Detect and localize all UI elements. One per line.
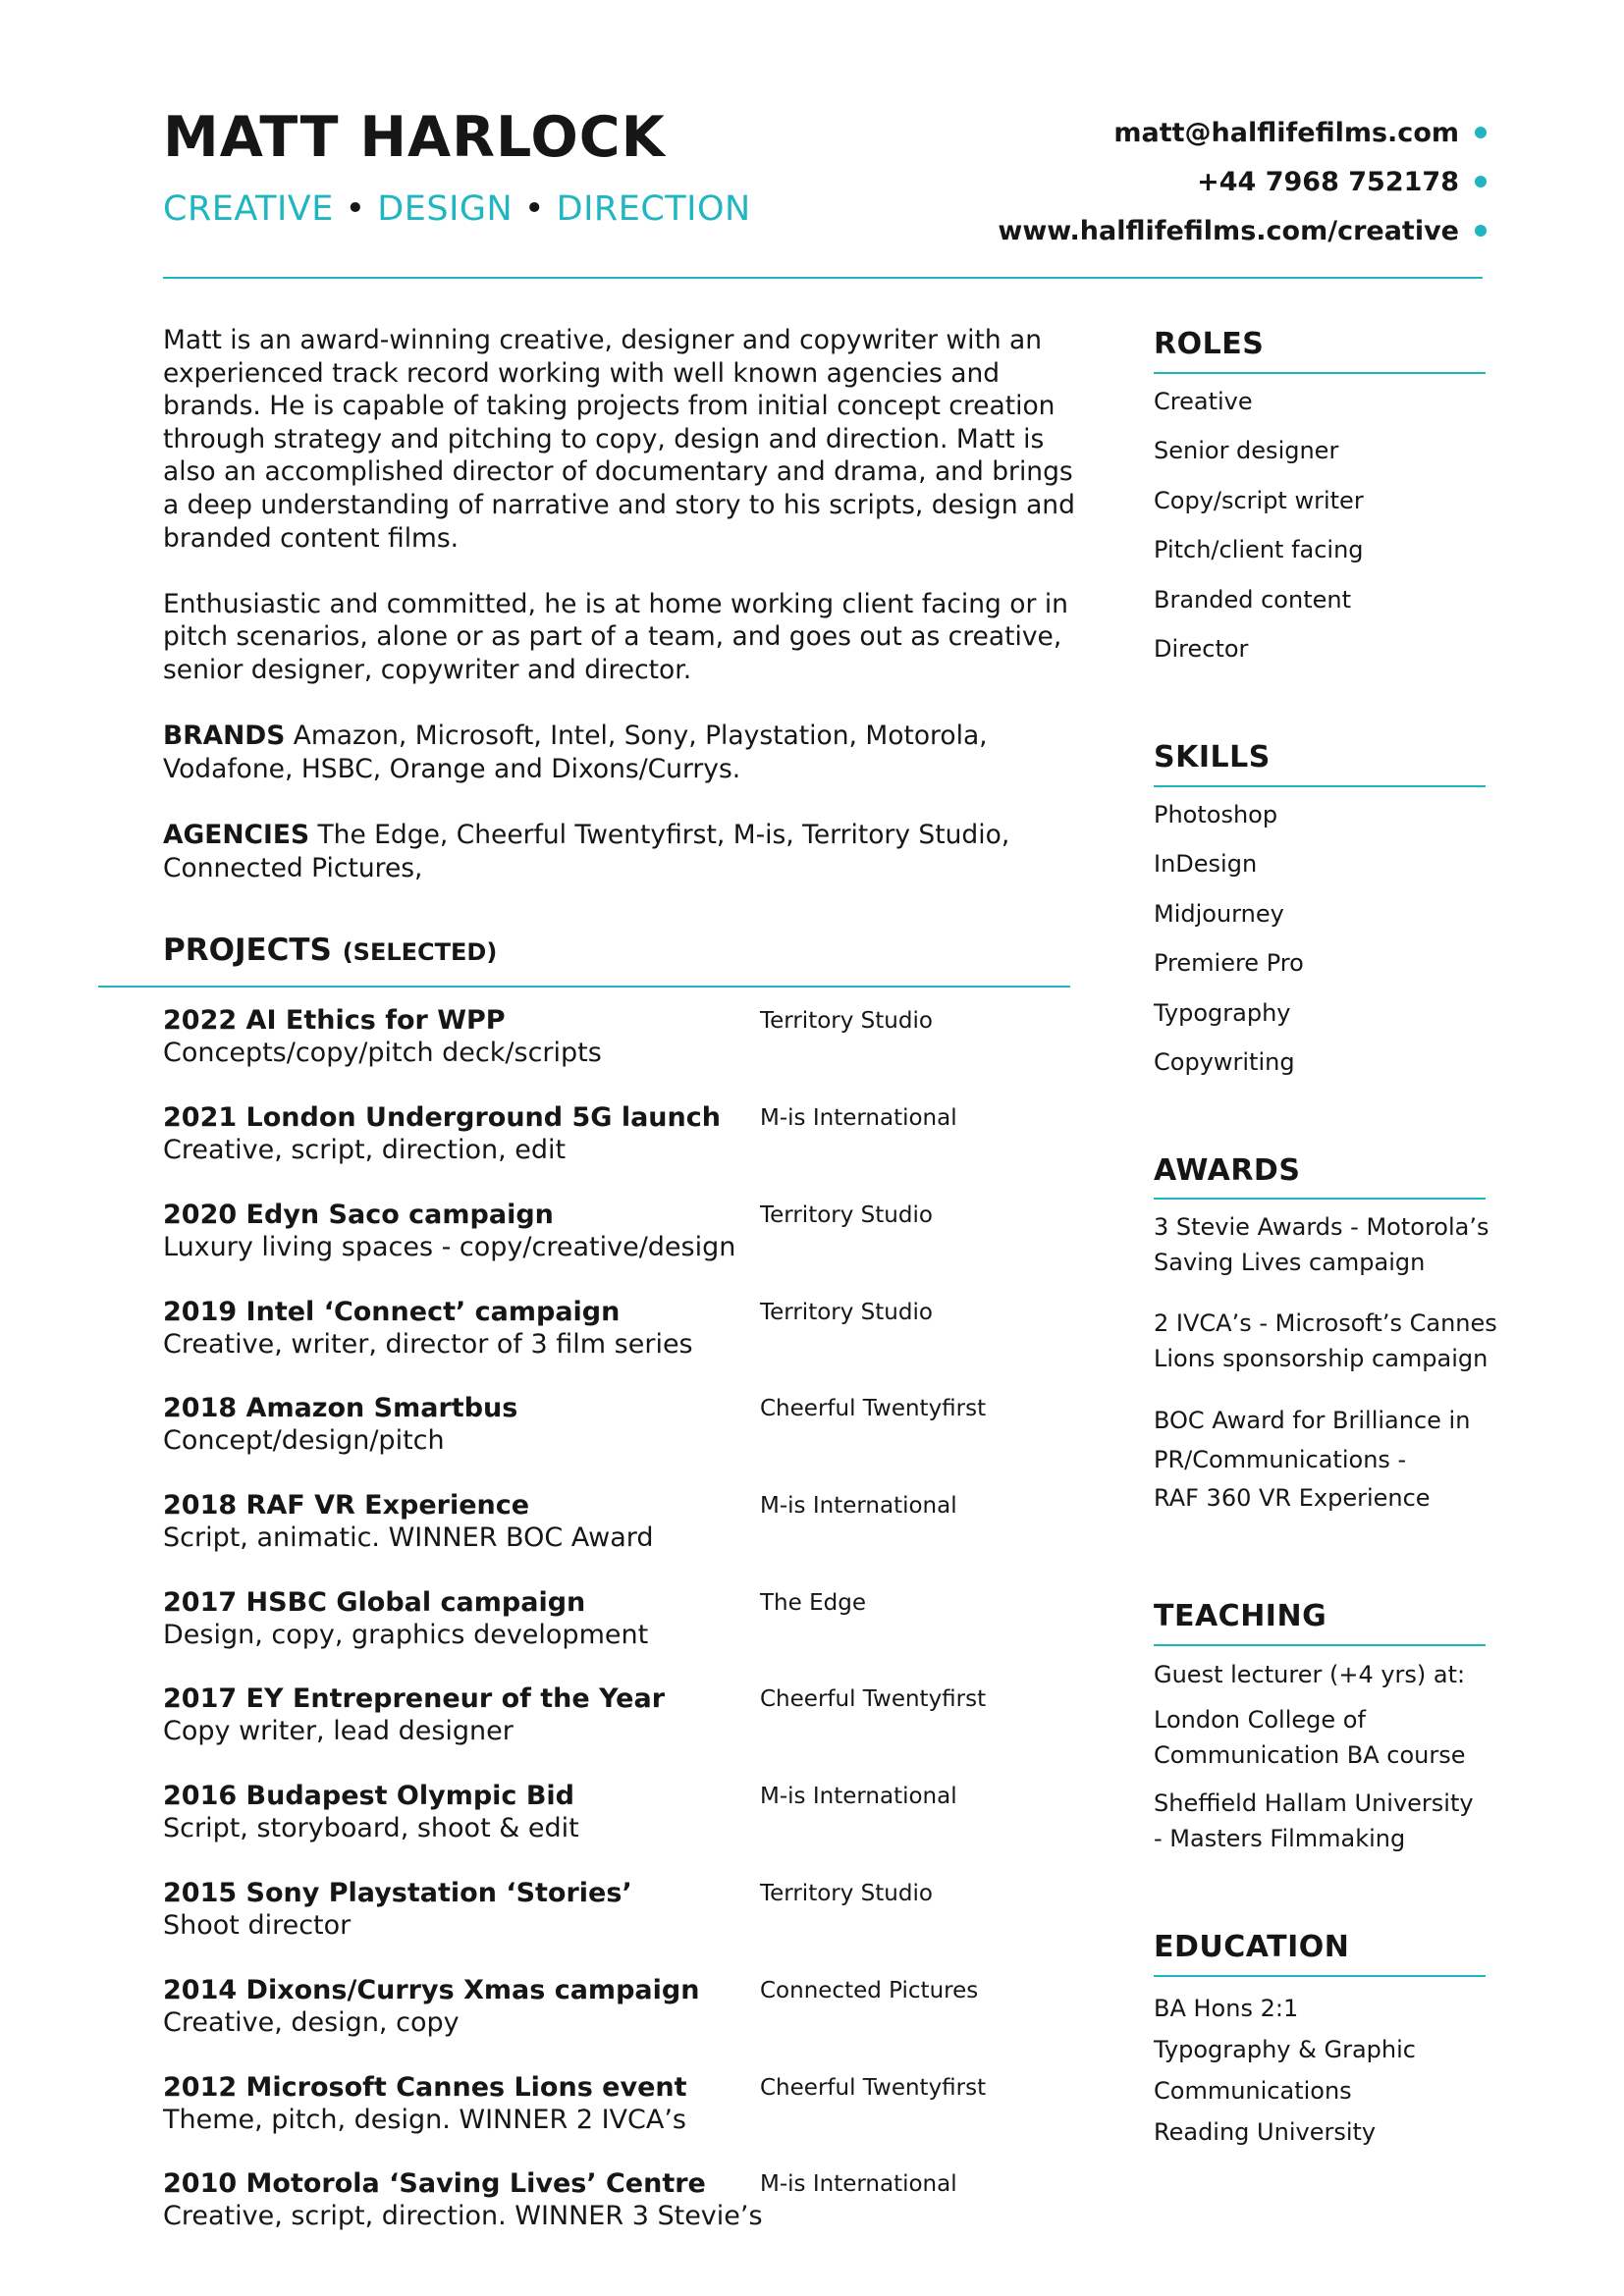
- intro-paragraph: Enthusiastic and committed, he is at home working client facing or in pitch scenarios, alone or as part of a team, and goes out as creative, senior designer, copywriter and director.: [163, 588, 1068, 685]
- project-item: [163, 1101, 1066, 1166]
- teaching-line: Sheffield Hallam University: [1154, 1789, 1474, 1817]
- project-description: Design, copy, graphics development: [163, 1620, 649, 1650]
- tagline-direction: DIRECTION: [556, 189, 751, 229]
- award-line: RAF 360 VR Experience: [1154, 1484, 1431, 1512]
- awards-heading: AWARDS: [1154, 1153, 1301, 1188]
- project-agency: Territory Studio: [760, 1881, 933, 1906]
- contact-email-text[interactable]: matt@halflifefilms.com: [1113, 118, 1459, 148]
- awards-list: [1154, 1209, 1527, 1544]
- role-item: Creative: [1154, 388, 1253, 415]
- project-title: 2016 Budapest Olympic Bid: [163, 1781, 575, 1811]
- award-line: Lions sponsorship campaign: [1154, 1345, 1489, 1372]
- tagline: [163, 189, 751, 229]
- contact-website[interactable]: [998, 212, 1487, 261]
- project-description: Creative, script, direction. WINNER 3 Stevie’s: [163, 2201, 763, 2231]
- project-item: [163, 1296, 1066, 1361]
- tagline-design: DESIGN: [377, 189, 514, 229]
- project-agency: Territory Studio: [760, 1008, 933, 1034]
- teaching-item: [1154, 1657, 1527, 1692]
- award-line: 2 IVCA’s - Microsoft’s Cannes: [1154, 1309, 1497, 1337]
- roles-heading: ROLES: [1154, 327, 1265, 361]
- teaching-item: [1154, 1702, 1527, 1773]
- project-item: [163, 1974, 1066, 2039]
- project-agency: Cheerful Twentyfirst: [760, 1396, 987, 1421]
- role-item: Pitch/client facing: [1154, 536, 1364, 564]
- project-item: [163, 1004, 1066, 1069]
- project-description: Script, animatic. WINNER BOC Award: [163, 1522, 654, 1553]
- tagline-separator: •: [345, 189, 366, 229]
- project-item: [163, 2071, 1066, 2136]
- brands-list: Amazon, Microsoft, Intel, Sony, Playstation, Motorola, Vodafone, HSBC, Orange and Dixons/Currys.: [163, 721, 988, 784]
- roles-divider: [1154, 372, 1486, 374]
- project-title: 2014 Dixons/Currys Xmas campaign: [163, 1975, 700, 2005]
- projects-heading-text: PROJECTS: [163, 933, 332, 968]
- header-divider: [163, 277, 1483, 279]
- projects-subheading: (SELECTED): [342, 938, 498, 966]
- project-title: 2022 AI Ethics for WPP: [163, 1005, 506, 1036]
- award-item: [1154, 1209, 1527, 1280]
- education-divider: [1154, 1975, 1486, 1977]
- project-agency: The Edge: [760, 1590, 866, 1616]
- project-agency: Connected Pictures: [760, 1978, 979, 2003]
- contact-phone[interactable]: [998, 163, 1487, 212]
- skill-item: Premiere Pro: [1154, 949, 1304, 978]
- project-agency: Cheerful Twentyfirst: [760, 1686, 987, 1712]
- project-description: Creative, script, direction, edit: [163, 1135, 567, 1165]
- project-agency: M-is International: [760, 1784, 957, 1809]
- award-line: BOC Award for Brilliance in: [1154, 1407, 1471, 1434]
- project-item: [163, 1682, 1066, 1747]
- project-agency: Cheerful Twentyfirst: [760, 2075, 987, 2101]
- education-line: Reading University: [1154, 2118, 1377, 2146]
- candidate-name: MATT HARLOCK: [163, 105, 666, 170]
- project-description: Creative, writer, director of 3 film series: [163, 1329, 693, 1360]
- project-item: [163, 1586, 1066, 1651]
- project-title: 2017 EY Entrepreneur of the Year: [163, 1683, 666, 1714]
- project-item: [163, 1780, 1066, 1844]
- project-description: Creative, design, copy: [163, 2007, 460, 2038]
- project-description: Concept/design/pitch: [163, 1425, 445, 1456]
- skill-item: Photoshop: [1154, 801, 1278, 828]
- brands-label: BRANDS: [163, 721, 286, 752]
- skill-item: Typography: [1154, 998, 1291, 1027]
- teaching-line: London College of: [1154, 1706, 1366, 1734]
- tagline-separator: •: [523, 189, 546, 229]
- role-item: Copy/script writer: [1154, 486, 1364, 514]
- project-title: 2015 Sony Playstation ‘Stories’: [163, 1878, 632, 1908]
- bullet-dot-icon: [1475, 127, 1487, 138]
- project-agency: M-is International: [760, 2171, 957, 2197]
- skills-list: [1154, 800, 1507, 1096]
- intro-paragraph: Matt is an award-winning creative, designer and copywriter with an experienced track record working with well known agencies and brands. He is capable of taking projects from initial concept creation through strategy and pitching to copy, design and direction. Matt is also an accomplished director of documentary and drama, and brings a deep understanding of narrative and story to his scripts, design and branded content films.: [163, 325, 1075, 554]
- contact-website-text[interactable]: www.halflifefilms.com/creative: [998, 216, 1459, 246]
- project-item: [163, 1199, 1066, 1263]
- project-title: 2020 Edyn Saco campaign: [163, 1200, 554, 1230]
- contact-email[interactable]: [998, 114, 1487, 163]
- teaching-list: [1154, 1657, 1527, 1882]
- tagline-creative: CREATIVE: [163, 189, 334, 229]
- project-title: 2018 Amazon Smartbus: [163, 1393, 518, 1423]
- project-item: [163, 1877, 1066, 1942]
- agencies-list: The Edge, Cheerful Twentyfirst, M-is, Territory Studio, Connected Pictures,: [163, 819, 1010, 883]
- bullet-dot-icon: [1475, 176, 1487, 187]
- skill-item: Midjourney: [1154, 899, 1284, 928]
- project-item: [163, 1489, 1066, 1554]
- project-title: 2017 HSBC Global campaign: [163, 1587, 586, 1618]
- bullet-dot-icon: [1475, 225, 1487, 237]
- project-description: Script, storyboard, shoot & edit: [163, 1813, 579, 1843]
- contact-phone-text[interactable]: +44 7968 752178: [1197, 167, 1459, 197]
- role-item: Branded content: [1154, 585, 1351, 614]
- project-agency: M-is International: [760, 1493, 957, 1519]
- contact-block: [998, 114, 1487, 261]
- teaching-line: Communication BA course: [1154, 1741, 1466, 1769]
- skills-heading: SKILLS: [1154, 740, 1271, 774]
- education-line: Communications: [1154, 2077, 1352, 2105]
- roles-list: [1154, 387, 1507, 683]
- project-description: Copy writer, lead designer: [163, 1716, 514, 1746]
- intro-section: [163, 324, 1076, 918]
- award-line: 3 Stevie Awards - Motorola’s: [1154, 1213, 1489, 1241]
- skill-item: InDesign: [1154, 850, 1258, 879]
- project-title: 2019 Intel ‘Connect’ campaign: [163, 1297, 621, 1327]
- project-item: [163, 2167, 1066, 2232]
- teaching-divider: [1154, 1644, 1486, 1646]
- skill-item: Copywriting: [1154, 1047, 1295, 1076]
- teaching-heading: TEACHING: [1154, 1599, 1327, 1633]
- projects-divider: [98, 986, 1070, 988]
- agencies-paragraph: [163, 819, 1076, 884]
- project-agency: M-is International: [760, 1105, 957, 1131]
- project-description: Luxury living spaces - copy/creative/design: [163, 1232, 736, 1262]
- project-description: Concepts/copy/pitch deck/scripts: [163, 1038, 602, 1068]
- award-line: PR/Communications -: [1154, 1445, 1407, 1473]
- project-title: 2018 RAF VR Experience: [163, 1490, 530, 1521]
- project-agency: Territory Studio: [760, 1300, 933, 1325]
- education-line: BA Hons 2:1: [1154, 1995, 1299, 2022]
- project-title: 2010 Motorola ‘Saving Lives’ Centre: [163, 2168, 706, 2199]
- teaching-item: [1154, 1786, 1527, 1856]
- project-description: Shoot director: [163, 1910, 352, 1941]
- awards-divider: [1154, 1198, 1486, 1200]
- project-agency: Territory Studio: [760, 1202, 933, 1228]
- project-item: [163, 1392, 1066, 1457]
- education-line: Typography & Graphic: [1154, 2036, 1416, 2063]
- role-item: Senior designer: [1154, 437, 1339, 465]
- brands-paragraph: [163, 720, 1076, 785]
- projects-heading: [163, 935, 497, 966]
- project-title: 2012 Microsoft Cannes Lions event: [163, 2072, 687, 2103]
- teaching-line: Guest lecturer (+4 yrs) at:: [1154, 1661, 1466, 1688]
- project-title: 2021 London Underground 5G launch: [163, 1102, 721, 1133]
- teaching-line: - Masters Filmmaking: [1154, 1825, 1406, 1852]
- award-line: Saving Lives campaign: [1154, 1249, 1426, 1276]
- role-item: Director: [1154, 634, 1249, 663]
- skills-divider: [1154, 785, 1486, 787]
- project-description: Theme, pitch, design. WINNER 2 IVCA’s: [163, 2105, 686, 2135]
- agencies-label: AGENCIES: [163, 819, 310, 850]
- education-list: [1154, 1988, 1527, 2153]
- award-item: [1154, 1402, 1527, 1519]
- award-item: [1154, 1306, 1527, 1376]
- education-heading: EDUCATION: [1154, 1930, 1350, 1964]
